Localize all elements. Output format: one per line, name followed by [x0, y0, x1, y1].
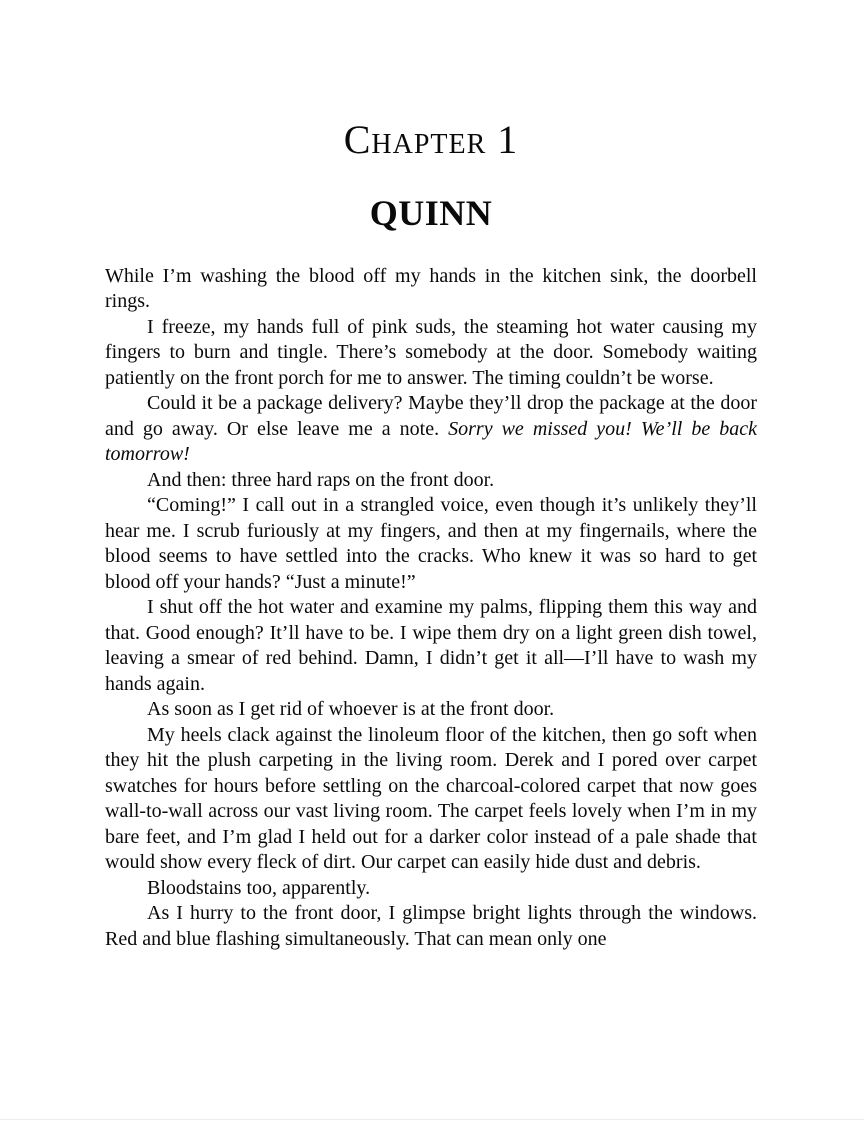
paragraph-segment: And then: three hard raps on the front door.: [147, 468, 495, 491]
paragraph-italic-segment: Sorry we missed you! We’ll be back tomorrow!: [105, 417, 758, 466]
paragraph: [105, 264, 757, 315]
paragraph-segment: As I hurry to the front door, I glimpse bright lights through the windows. Red and blue flashing simultaneously. That can mean only one: [105, 902, 757, 950]
paragraph-segment: “Coming!” I call out in a strangled voice, even though it’s unlikely they’ll hear me. I scrub furiously at my fingers, and then at my fingernails, where the blood seems to have settled into the cracks. Who knew it was so hard to get blood off your hands? “Just a minute!”: [105, 494, 757, 593]
chapter-heading: Chapter 1: [343, 117, 519, 162]
paragraph: [105, 876, 757, 902]
paragraph-segment: Bloodstains too, apparently.: [147, 876, 371, 899]
body-text: [105, 264, 757, 953]
paragraph: [105, 595, 757, 697]
paragraph-segment: While I’m washing the blood off my hands in the kitchen sink, the doorbell rings.: [105, 264, 757, 313]
chapter-title: QUINN: [369, 193, 493, 233]
paragraph-segment: My heels clack against the linoleum floor of the kitchen, then go soft when they hit the plush carpeting in the living room. Derek and I pored over carpet swatches for hours before settling on the charcoal-colored carpet that now goes wall-to-wall across our vast living room. The carpet feels lovely when I’m in my bare feet, and I’m glad I held out for a darker color instead of a pale shade that would show every fleck of dirt. Our carpet can easily hide dust and debris.: [105, 723, 757, 874]
paragraph-segment: I freeze, my hands full of pink suds, the steaming hot water causing my fingers to burn and tingle. There’s somebody at the door. Somebody waiting patiently on the front porch for me to answer. The timing couldn’t be worse.: [105, 315, 757, 389]
paragraph-segment: I shut off the hot water and examine my palms, flipping them this way and that. Good enough? It’ll have to be. I wipe them dry on a light green dish towel, leaving a smear of red behind. Damn, I didn’t get it all—I’ll have to wash my hands again.: [105, 596, 757, 695]
paragraph-segment: Could it be a package delivery? Maybe they’ll drop the package at the door and go away. Or else leave me a note.: [105, 392, 757, 440]
paragraph: [105, 315, 757, 392]
paragraph: [105, 697, 757, 723]
paragraph: [105, 723, 757, 876]
paragraph-segment: As soon as I get rid of whoever is at the front door.: [147, 698, 555, 721]
paragraph: [105, 493, 757, 595]
paragraph: [105, 468, 757, 494]
page-bottom-divider: [0, 1119, 864, 1120]
paragraph: [105, 391, 757, 468]
paragraph: [105, 901, 757, 952]
